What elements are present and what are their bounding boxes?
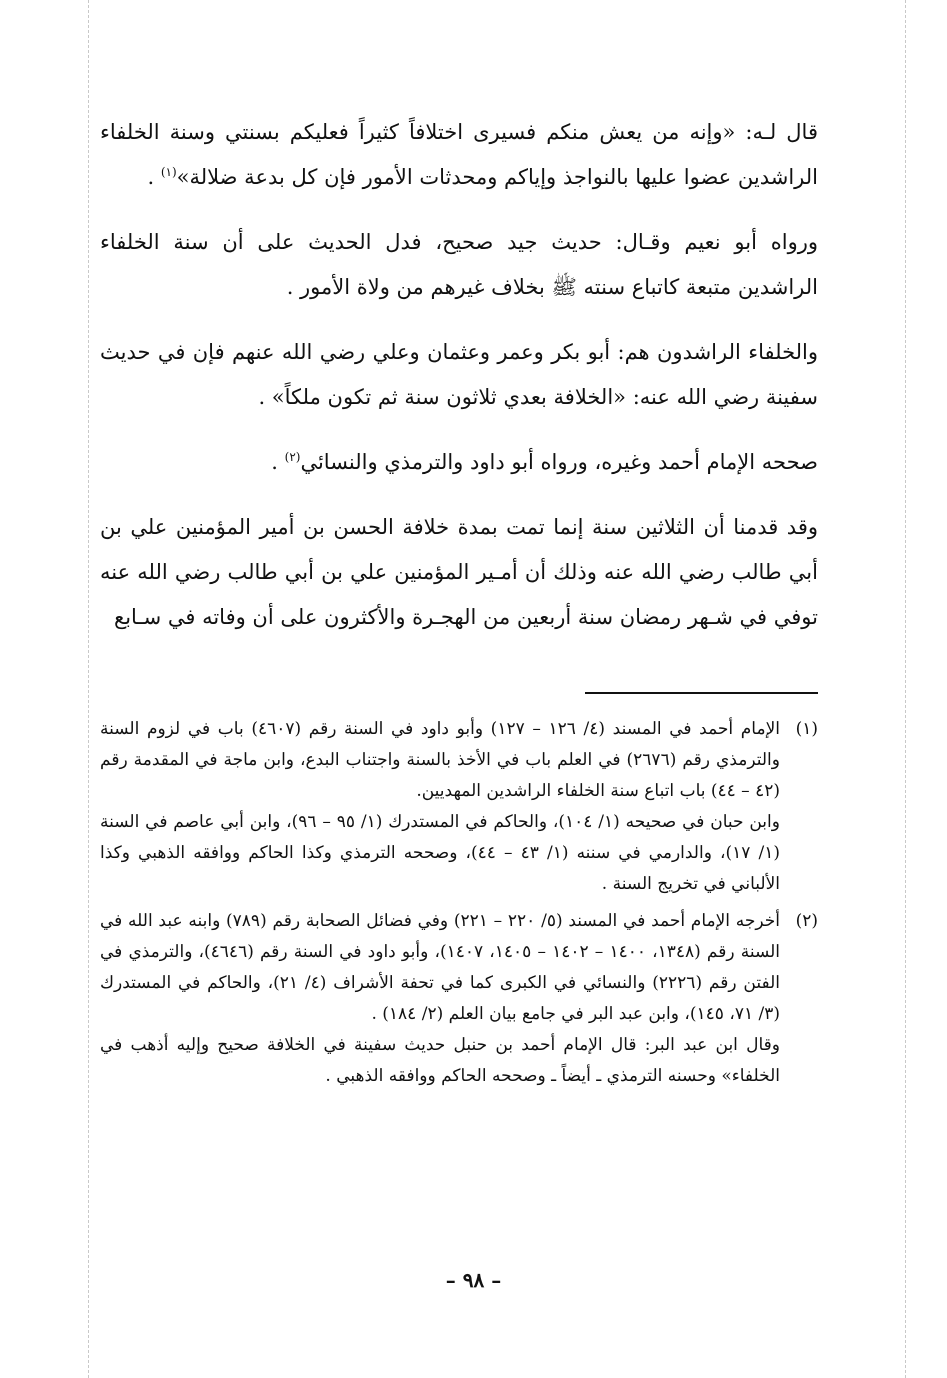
paragraph-text: قال لـه: «وإنه من يعش منكم فسيرى اختلافاً كثيراً فعليكم بسنتي وسنة الخلفاء الراشدين عضوا عليها بالنواجذ وإياكم ومحدثات الأمور فإن كل بدعة ضلالة»	[100, 120, 818, 189]
paragraph-thirty-years	[100, 505, 818, 640]
footnote-1	[100, 714, 818, 900]
paragraph-tail: .	[147, 165, 161, 189]
footnote-paragraph: الإمام أحمد في المسند (٤/ ١٢٦ – ١٢٧) وأبو داود في السنة رقم (٤٦٠٧) باب في لزوم السنة والترمذي رقم (٢٦٧٦) في العلم باب في الأخذ بالسنة واجتناب البدع، وابن ماجة في المقدمة رقم (٤٢ – ٤٤) باب اتباع سنة الخلفاء الراشدين المهديين.	[100, 719, 780, 801]
footnotes	[100, 714, 818, 1098]
scan-edge-right	[905, 0, 906, 1378]
footnote-number: (٢)	[795, 911, 818, 931]
footnote-number: (١)	[795, 719, 818, 739]
footnote-body	[100, 714, 780, 900]
paragraph-text: وقد قدمنا أن الثلاثين سنة إنما تمت بمدة خلافة الحسن بن أمير المؤمنين علي بن أبي طالب رضي الله عنه وذلك أن أمـير المؤمنين علي بن أبي طالب رضي الله عنه توفي في شـهر رمضان سنة أربعين من الهجـرة والأكثرون على أن وفاته في سـابع	[100, 515, 818, 629]
paragraph-text: صححه الإمام أحمد وغيره، ورواه أبو داود والترمذي والنسائي	[300, 450, 818, 474]
paragraph-text: والخلفاء الراشدون هم: أبو بكر وعمر وعثمان وعلي رضي الله عنهم فإن في حديث سفينة رضي الله عنه: «الخلافة بعدي ثلاثون سنة ثم تكون ملكاً» .	[100, 340, 818, 409]
paragraph-abu-nuaim	[100, 220, 818, 310]
paragraph-authentication	[100, 440, 818, 485]
footnote-paragraph: أخرجه الإمام أحمد في المسند (٥/ ٢٢٠ – ٢٢١) وفي فضائل الصحابة رقم (٧٨٩) وابنه عبد الله في السنة رقم (١٣٤٨، ١٤٠٠ – ١٤٠٢ – ١٤٠٥، ١٤٠٧)، وأبو داود في السنة رقم (٤٦٤٦)، والترمذي في الفتن رقم (٢٢٢٦) والنسائي في الكبرى كما في تحفة الأشراف (٤/ ٢١)، والحاكم في المستدرك (٣/ ٧١، ١٤٥)، وابن عبد البر في جامع بيان العلم (٢/ ١٨٤) .	[100, 911, 781, 1024]
footnote-paragraph: وابن حبان في صحيحه (١/ ١٠٤)، والحاكم في المستدرك (١/ ٩٥ – ٩٦)، وابن أبي عاصم في السنة (١/ ١٧)، والدارمي في سننه (١/ ٤٣ – ٤٤)، وصححه الترمذي وكذا الحاكم ووافقه الذهبي وكذا الألباني في تخريج السنة .	[100, 812, 780, 894]
footnote-separator	[585, 692, 818, 694]
scan-edge-left	[88, 0, 89, 1378]
paragraph-hadith-quote	[100, 110, 818, 200]
footnote-paragraph: وقال ابن عبد البر: قال الإمام أحمد بن حنبل حديث سفينة في الخلافة صحيح وإليه أذهب في الخلفاء» وحسنه الترمذي ـ أيضاً ـ وصححه الحاكم ووافقه الذهبي .	[100, 1035, 780, 1086]
footnote-ref-2[interactable]: (٢)	[284, 450, 301, 464]
footnote-ref-1[interactable]: (١)	[160, 165, 177, 179]
footnote-body	[100, 906, 780, 1092]
paragraph-rightly-guided-caliphs	[100, 330, 818, 420]
paragraph-tail: .	[271, 450, 285, 474]
main-text	[100, 110, 818, 640]
paragraph-text: ورواه أبو نعيم وقـال: حديث جيد صحيح، فدل الحديث على أن سنة الخلفاء الراشدين متبعة كاتباع سنته ﷺ بخلاف غيرهم من ولاة الأمور .	[100, 230, 818, 299]
page-number: – ٩٨ –	[445, 1268, 502, 1292]
footnote-2	[100, 906, 818, 1092]
